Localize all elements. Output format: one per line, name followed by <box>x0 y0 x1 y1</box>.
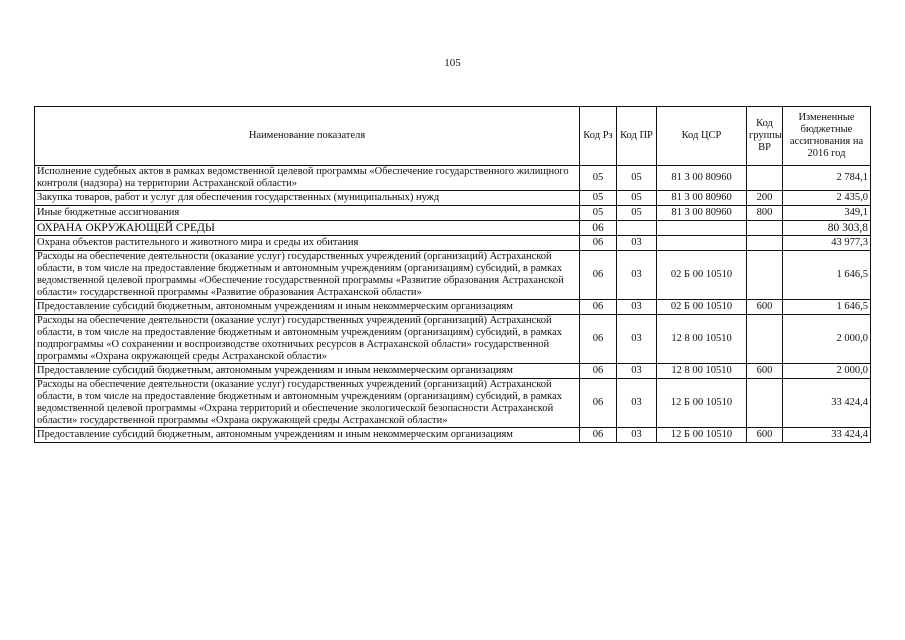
cell-name: ОХРАНА ОКРУЖАЮЩЕЙ СРЕДЫ <box>35 221 580 236</box>
cell-name: Закупка товаров, работ и услуг для обеспечения государственных (муниципальных) нужд <box>35 191 580 206</box>
cell-csr: 12 Б 00 10510 <box>657 379 747 428</box>
cell-csr <box>657 221 747 236</box>
cell-name: Иные бюджетные ассигнования <box>35 206 580 221</box>
header-rz: Код Рз <box>580 107 617 166</box>
budget-table <box>34 106 871 443</box>
cell-amount: 1 646,5 <box>783 251 871 300</box>
cell-csr: 81 3 00 80960 <box>657 206 747 221</box>
cell-vr: 600 <box>747 364 783 379</box>
cell-vr: 600 <box>747 428 783 443</box>
table-row <box>35 364 871 379</box>
cell-vr <box>747 315 783 364</box>
cell-vr <box>747 251 783 300</box>
table-row <box>35 221 871 236</box>
cell-amount: 33 424,4 <box>783 379 871 428</box>
cell-pr: 03 <box>617 379 657 428</box>
cell-csr: 12 Б 00 10510 <box>657 428 747 443</box>
table-row <box>35 300 871 315</box>
cell-rz: 06 <box>580 221 617 236</box>
cell-rz: 06 <box>580 251 617 300</box>
cell-amount: 2 784,1 <box>783 166 871 191</box>
cell-vr <box>747 236 783 251</box>
cell-rz: 06 <box>580 428 617 443</box>
cell-vr <box>747 379 783 428</box>
cell-rz: 05 <box>580 166 617 191</box>
cell-name: Исполнение судебных актов в рамках ведомственной целевой программы «Обеспечение государственного жилищного контроля (надзора) на территории Астраханской области» <box>35 166 580 191</box>
table-row <box>35 379 871 428</box>
cell-amount: 2 000,0 <box>783 315 871 364</box>
table-row <box>35 251 871 300</box>
cell-name: Предоставление субсидий бюджетным, автономным учреждениям и иным некоммерческим организациям <box>35 364 580 379</box>
cell-pr: 03 <box>617 428 657 443</box>
cell-pr: 03 <box>617 300 657 315</box>
header-name: Наименование показателя <box>35 107 580 166</box>
cell-vr: 600 <box>747 300 783 315</box>
cell-amount: 33 424,4 <box>783 428 871 443</box>
cell-rz: 06 <box>580 364 617 379</box>
cell-csr: 81 3 00 80960 <box>657 191 747 206</box>
cell-vr: 200 <box>747 191 783 206</box>
cell-amount: 349,1 <box>783 206 871 221</box>
cell-pr <box>617 221 657 236</box>
cell-pr: 03 <box>617 315 657 364</box>
cell-pr: 05 <box>617 191 657 206</box>
header-csr: Код ЦСР <box>657 107 747 166</box>
cell-csr: 12 8 00 10510 <box>657 364 747 379</box>
table-row <box>35 191 871 206</box>
table-header-row <box>35 107 871 166</box>
cell-rz: 06 <box>580 315 617 364</box>
cell-name: Расходы на обеспечение деятельности (оказание услуг) государственных учреждений (организаций) Астраханской области, в том числе на предоставление бюджетным и автономным учреждениям (организациям) субсидий, в рамках ведомственной целевой программы «Обеспечение государственной программы «Развитие образования Астраханской области» государственной программы «Развитие образования Астраханской области» <box>35 251 580 300</box>
table-row <box>35 236 871 251</box>
cell-pr: 03 <box>617 364 657 379</box>
cell-name: Предоставление субсидий бюджетным, автономным учреждениям и иным некоммерческим организациям <box>35 300 580 315</box>
cell-pr: 05 <box>617 206 657 221</box>
cell-pr: 03 <box>617 251 657 300</box>
cell-amount: 80 303,8 <box>783 221 871 236</box>
cell-vr <box>747 166 783 191</box>
table-row <box>35 428 871 443</box>
cell-vr <box>747 221 783 236</box>
cell-csr: 12 8 00 10510 <box>657 315 747 364</box>
cell-csr: 02 Б 00 10510 <box>657 300 747 315</box>
cell-rz: 06 <box>580 236 617 251</box>
cell-name: Расходы на обеспечение деятельности (оказание услуг) государственных учреждений (организаций) Астраханской области, в том числе на предоставление бюджетным и автономным учреждениям (организациям) субсидий, в рамках подпрограммы «О сохранении и воспроизводстве охотничьих ресурсов в Астраханской области» государственной программы «Охрана окружающей среды Астраханской области» <box>35 315 580 364</box>
table-row <box>35 315 871 364</box>
cell-amount: 43 977,3 <box>783 236 871 251</box>
header-pr: Код ПР <box>617 107 657 166</box>
page-number: 105 <box>444 57 461 69</box>
cell-csr <box>657 236 747 251</box>
header-amount: Измененные бюджетные ассигнования на 2016 год <box>783 107 871 166</box>
table-row <box>35 206 871 221</box>
cell-vr: 800 <box>747 206 783 221</box>
cell-rz: 06 <box>580 300 617 315</box>
cell-pr: 03 <box>617 236 657 251</box>
cell-csr: 02 Б 00 10510 <box>657 251 747 300</box>
cell-rz: 05 <box>580 191 617 206</box>
cell-amount: 1 646,5 <box>783 300 871 315</box>
cell-rz: 06 <box>580 379 617 428</box>
cell-pr: 05 <box>617 166 657 191</box>
cell-rz: 05 <box>580 206 617 221</box>
cell-amount: 2 435,0 <box>783 191 871 206</box>
cell-name: Расходы на обеспечение деятельности (оказание услуг) государственных учреждений (организаций) Астраханской области, в том числе на предоставление бюджетным и автономным учреждениям (организациям) субсидий, в рамках ведомственной целевой программы «Охрана территорий и обеспечение экологической безопасности Астраханской области» государственной программы «Охрана окружающей среды Астраханской области» <box>35 379 580 428</box>
cell-csr: 81 3 00 80960 <box>657 166 747 191</box>
cell-name: Охрана объектов растительного и животного мира и среды их обитания <box>35 236 580 251</box>
cell-amount: 2 000,0 <box>783 364 871 379</box>
table-row <box>35 166 871 191</box>
header-vr: Код группы ВР <box>747 107 783 166</box>
cell-name: Предоставление субсидий бюджетным, автономным учреждениям и иным некоммерческим организациям <box>35 428 580 443</box>
